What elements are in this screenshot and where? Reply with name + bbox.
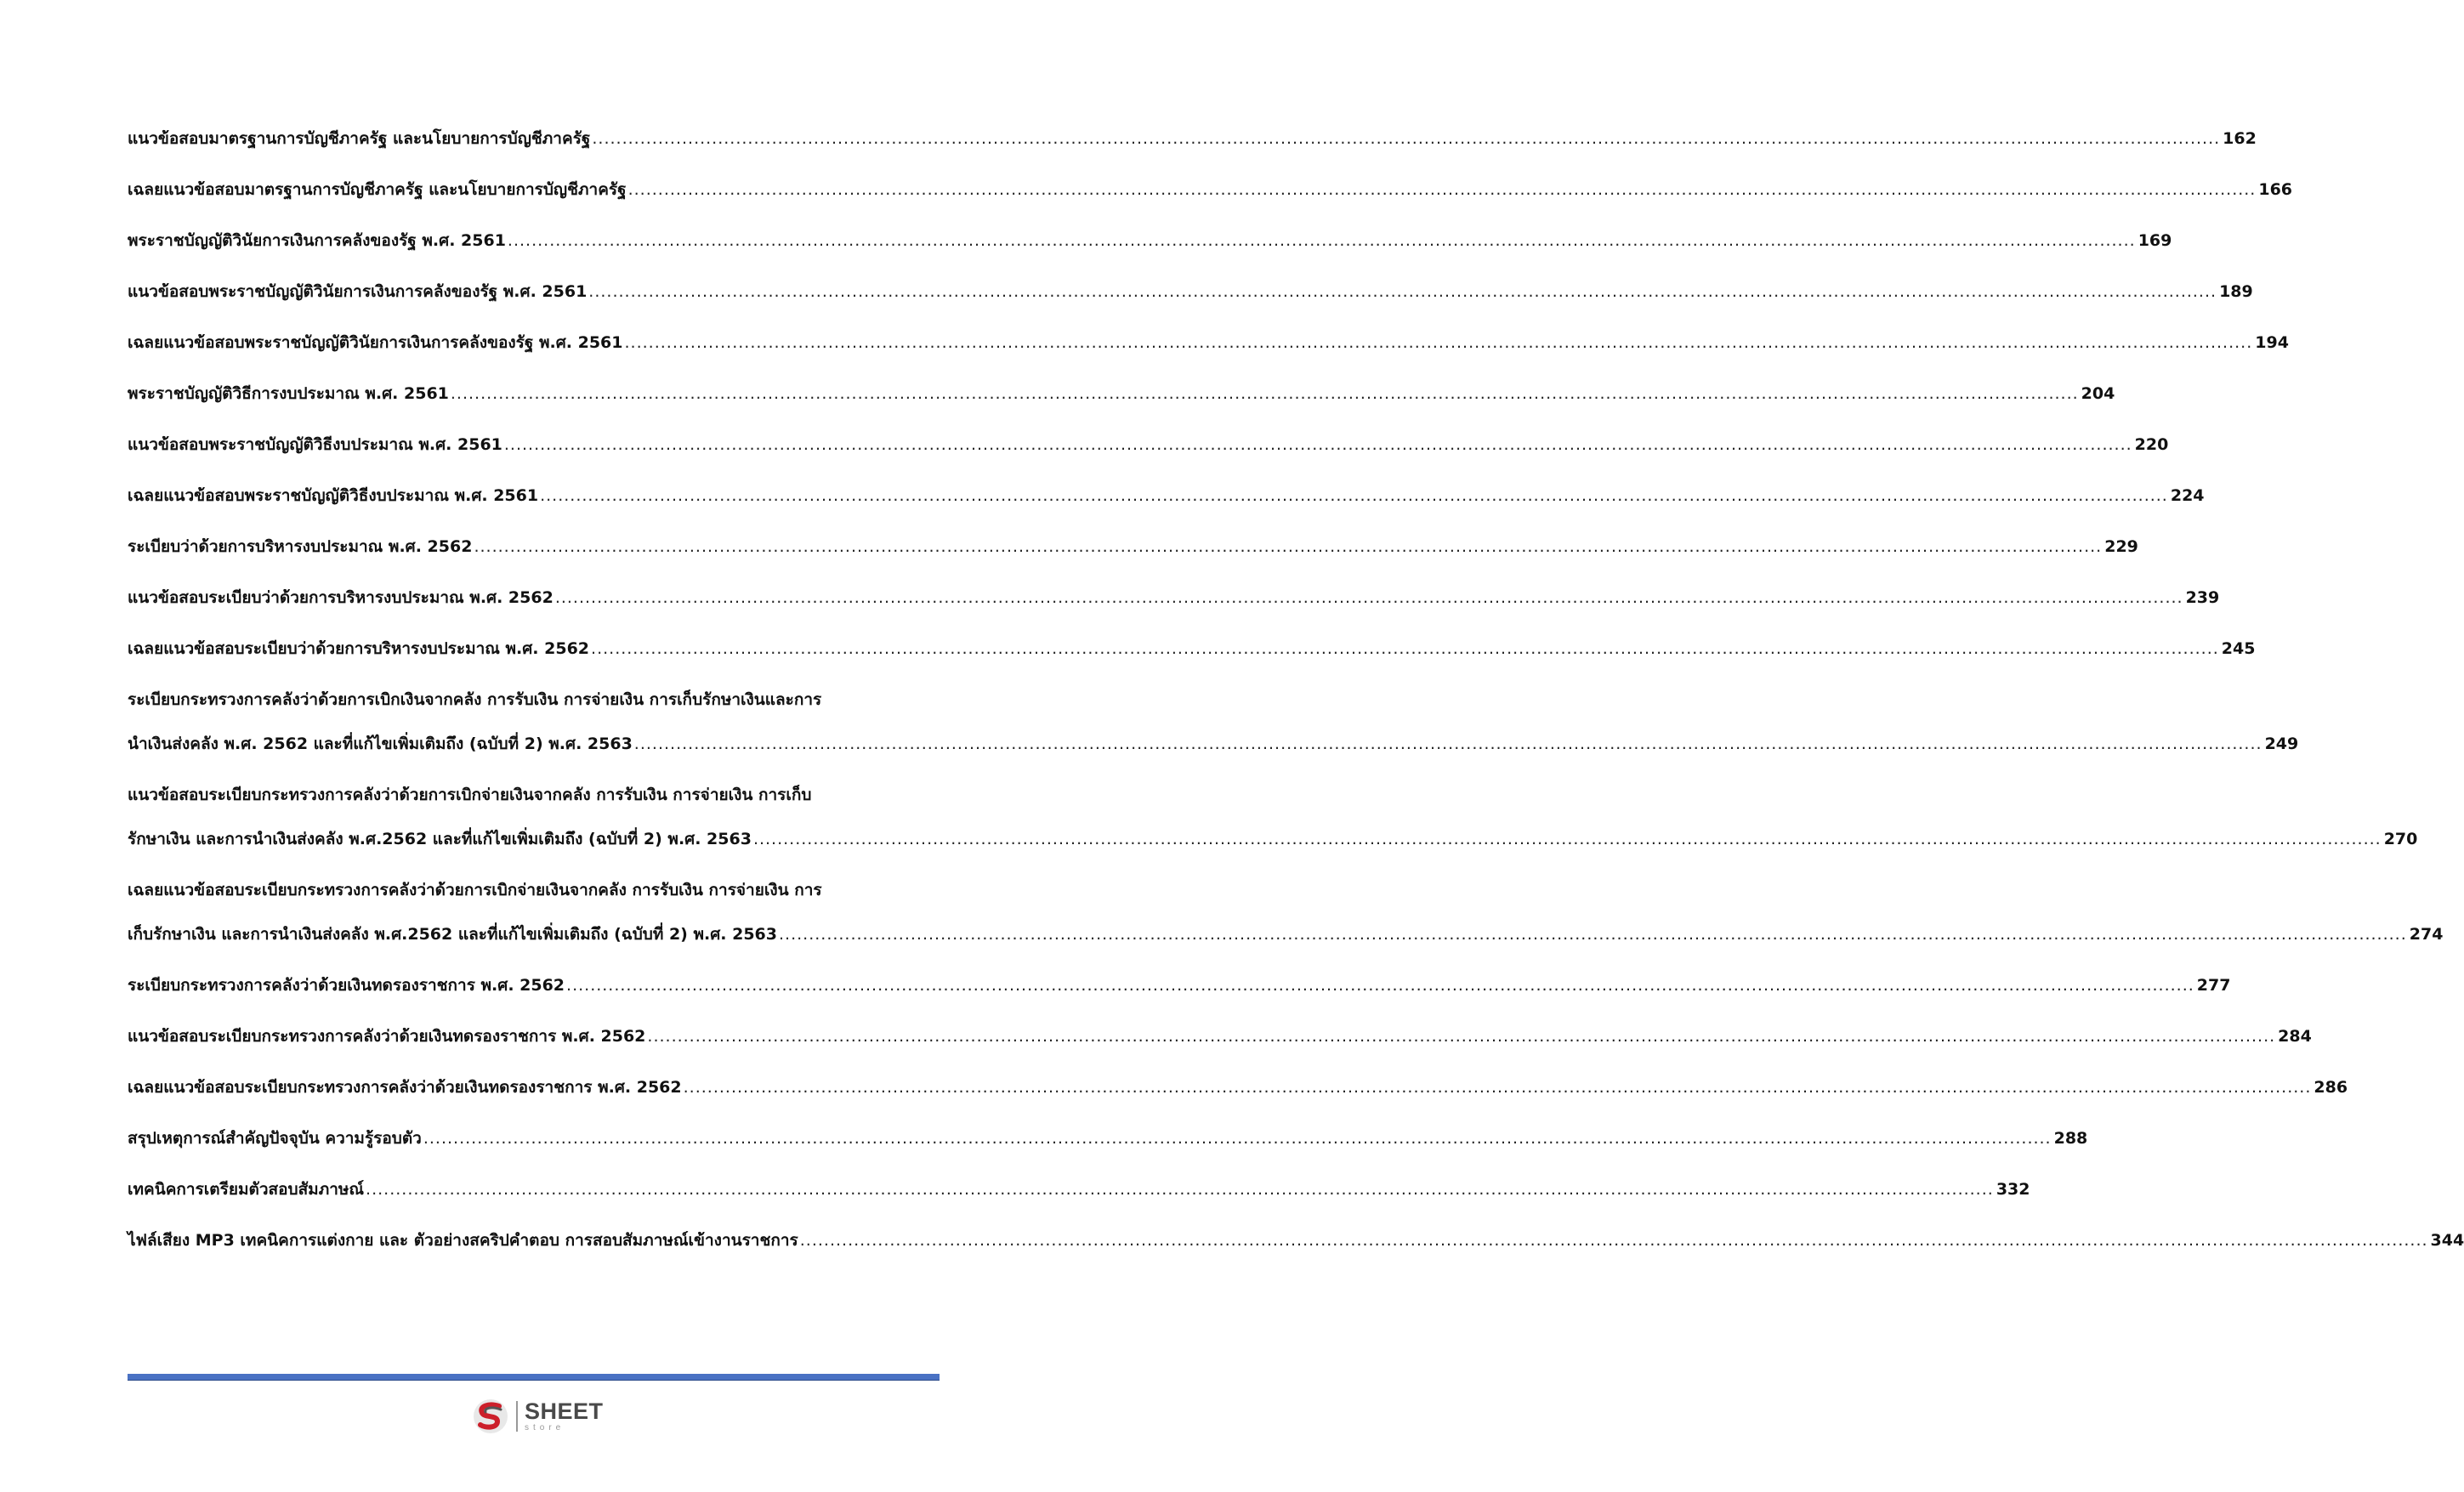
dot-leader xyxy=(753,826,2382,852)
toc-entry[interactable] xyxy=(128,585,2220,610)
dot-leader xyxy=(423,1126,2052,1151)
toc-entry[interactable] xyxy=(128,687,2299,757)
toc-page: 169 xyxy=(2138,231,2172,250)
dot-leader xyxy=(592,126,2220,151)
sheet-store-logo-icon xyxy=(472,1398,509,1435)
dot-leader xyxy=(647,1024,2275,1049)
logo-separator xyxy=(516,1401,518,1432)
toc-title: แนวข้อสอบพระราชบัญญัติวิธีงบประมาณ พ.ศ. 2561 xyxy=(128,435,502,454)
dot-leader xyxy=(588,279,2217,304)
toc-title: นำเงินส่งคลัง พ.ศ. 2562 และที่แก้ไขเพิ่มเติมถึง (ฉบับที่ 2) พ.ศ. 2563 xyxy=(128,735,633,753)
dot-leader xyxy=(566,973,2194,998)
toc-title: แนวข้อสอบพระราชบัญญัติวินัยการเงินการคลังของรัฐ พ.ศ. 2561 xyxy=(128,282,588,301)
logo-main-text: SHEET xyxy=(525,1398,604,1424)
toc-page: 194 xyxy=(2255,333,2289,352)
toc-entry[interactable] xyxy=(128,432,2169,457)
dot-leader xyxy=(508,228,2136,253)
toc-title: แนวข้อสอบมาตรฐานการบัญชีภาครัฐ และนโยบายการบัญชีภาครัฐ xyxy=(128,129,591,148)
dot-leader xyxy=(366,1177,1994,1202)
toc-title: ไฟล์เสียง MP3 เทคนิคการแต่งกาย และ ตัวอย่างสคริปคำตอบ การสอบสัมภาษณ์เข้างานราชการ xyxy=(128,1231,798,1250)
toc-title: เฉลยแนวข้อสอบพระราชบัญญัติวิธีงบประมาณ พ.ศ. 2561 xyxy=(128,486,539,505)
logo-sub-text: store xyxy=(525,1423,565,1432)
toc-title: รักษาเงิน และการนำเงินส่งคลัง พ.ศ.2562 และที่แก้ไขเพิ่มเติมถึง (ฉบับที่ 2) พ.ศ. 2563 xyxy=(128,830,752,848)
toc-entry[interactable] xyxy=(128,228,2172,253)
dot-leader xyxy=(684,1075,2312,1100)
toc-page: 245 xyxy=(2221,639,2256,658)
toc-page: 286 xyxy=(2314,1078,2348,1097)
toc-page: 270 xyxy=(2383,830,2418,848)
toc-page: 229 xyxy=(2104,537,2138,556)
toc-title: เฉลยแนวข้อสอบมาตรฐานการบัญชีภาครัฐ และนโยบายการบัญชีภาครัฐ xyxy=(128,180,627,199)
toc-title: เฉลยแนวข้อสอบพระราชบัญญัติวินัยการเงินการคลังของรัฐ พ.ศ. 2561 xyxy=(128,333,623,352)
toc-entry[interactable] xyxy=(128,636,2256,661)
toc-page: 284 xyxy=(2278,1027,2312,1046)
dot-leader xyxy=(800,1228,2428,1253)
toc-entry[interactable] xyxy=(128,1024,2312,1049)
table-of-contents xyxy=(128,126,2464,1279)
toc-page: 277 xyxy=(2196,976,2231,995)
toc-title: สรุปเหตุการณ์สำคัญปัจจุบัน ความรู้รอบตัว xyxy=(128,1129,422,1148)
toc-title-line1: ระเบียบกระทรวงการคลังว่าด้วยการเบิกเงินจากคลัง การรับเงิน การจ่ายเงิน การเก็บรักษาเงินและการ xyxy=(128,690,822,709)
toc-entry[interactable] xyxy=(128,534,2138,559)
toc-entry[interactable] xyxy=(128,177,2293,202)
toc-page: 249 xyxy=(2264,735,2299,753)
toc-entry[interactable] xyxy=(128,330,2289,355)
toc-entry[interactable] xyxy=(128,381,2115,406)
toc-page: 344 xyxy=(2430,1231,2464,1250)
toc-page: 332 xyxy=(1996,1180,2030,1199)
toc-entry[interactable] xyxy=(128,782,2418,852)
dot-leader xyxy=(540,483,2168,508)
toc-title: แนวข้อสอบระเบียบกระทรวงการคลังว่าด้วยเงินทดรองราชการ พ.ศ. 2562 xyxy=(128,1027,646,1046)
toc-entry[interactable] xyxy=(128,973,2231,998)
toc-title: เก็บรักษาเงิน และการนำเงินส่งคลัง พ.ศ.2562 และที่แก้ไขเพิ่มเติมถึง (ฉบับที่ 2) พ.ศ. 2563 xyxy=(128,925,777,944)
toc-page: 224 xyxy=(2170,486,2205,505)
dot-leader xyxy=(779,922,2407,947)
toc-title: พระราชบัญญัติวิธีการงบประมาณ พ.ศ. 2561 xyxy=(128,384,449,403)
dot-leader xyxy=(555,585,2183,610)
toc-entry[interactable] xyxy=(128,1228,2464,1253)
toc-entry[interactable] xyxy=(128,1177,2030,1202)
toc-entry[interactable] xyxy=(128,126,2257,151)
dot-leader xyxy=(628,177,2257,202)
toc-title: ระเบียบว่าด้วยการบริหารงบประมาณ พ.ศ. 2562 xyxy=(128,537,473,556)
dot-leader xyxy=(634,731,2262,757)
toc-title: ระเบียบกระทรวงการคลังว่าด้วยเงินทดรองราชการ พ.ศ. 2562 xyxy=(128,976,565,995)
toc-page: 204 xyxy=(2081,384,2115,403)
dot-leader xyxy=(451,381,2079,406)
dot-leader xyxy=(504,432,2132,457)
toc-entry[interactable] xyxy=(128,1075,2348,1100)
dot-leader xyxy=(591,636,2219,661)
dot-leader xyxy=(625,330,2253,355)
logo-wordmark xyxy=(525,1400,604,1432)
toc-entry[interactable] xyxy=(128,279,2253,304)
toc-entry[interactable] xyxy=(128,1126,2088,1151)
toc-title: เฉลยแนวข้อสอบระเบียบกระทรวงการคลังว่าด้วยเงินทดรองราชการ พ.ศ. 2562 xyxy=(128,1078,682,1097)
toc-page: 288 xyxy=(2053,1129,2088,1148)
toc-title-line1: เฉลยแนวข้อสอบระเบียบกระทรวงการคลังว่าด้วยการเบิกจ่ายเงินจากคลัง การรับเงิน การจ่ายเงิน การ xyxy=(128,881,822,899)
toc-title: แนวข้อสอบระเบียบว่าด้วยการบริหารงบประมาณ พ.ศ. 2562 xyxy=(128,588,554,607)
toc-page: 239 xyxy=(2185,588,2220,607)
toc-page: 220 xyxy=(2134,435,2169,454)
toc-title: เฉลยแนวข้อสอบระเบียบว่าด้วยการบริหารงบประมาณ พ.ศ. 2562 xyxy=(128,639,590,658)
toc-title: เทคนิคการเตรียมตัวสอบสัมภาษณ์ xyxy=(128,1180,365,1199)
toc-entry[interactable] xyxy=(128,483,2205,508)
dot-leader xyxy=(474,534,2102,559)
toc-page: 162 xyxy=(2223,129,2257,148)
toc-page: 189 xyxy=(2219,282,2253,301)
toc-entry[interactable] xyxy=(128,877,2444,947)
toc-page: 166 xyxy=(2258,180,2293,199)
sheet-store-logo xyxy=(472,1394,616,1438)
footer-divider xyxy=(128,1374,940,1381)
toc-page: 274 xyxy=(2409,925,2444,944)
toc-title-line1: แนวข้อสอบระเบียบกระทรวงการคลังว่าด้วยการเบิกจ่ายเงินจากคลัง การรับเงิน การจ่ายเงิน การเก็บ xyxy=(128,786,812,804)
toc-title: พระราชบัญญัติวินัยการเงินการคลังของรัฐ พ.ศ. 2561 xyxy=(128,231,506,250)
